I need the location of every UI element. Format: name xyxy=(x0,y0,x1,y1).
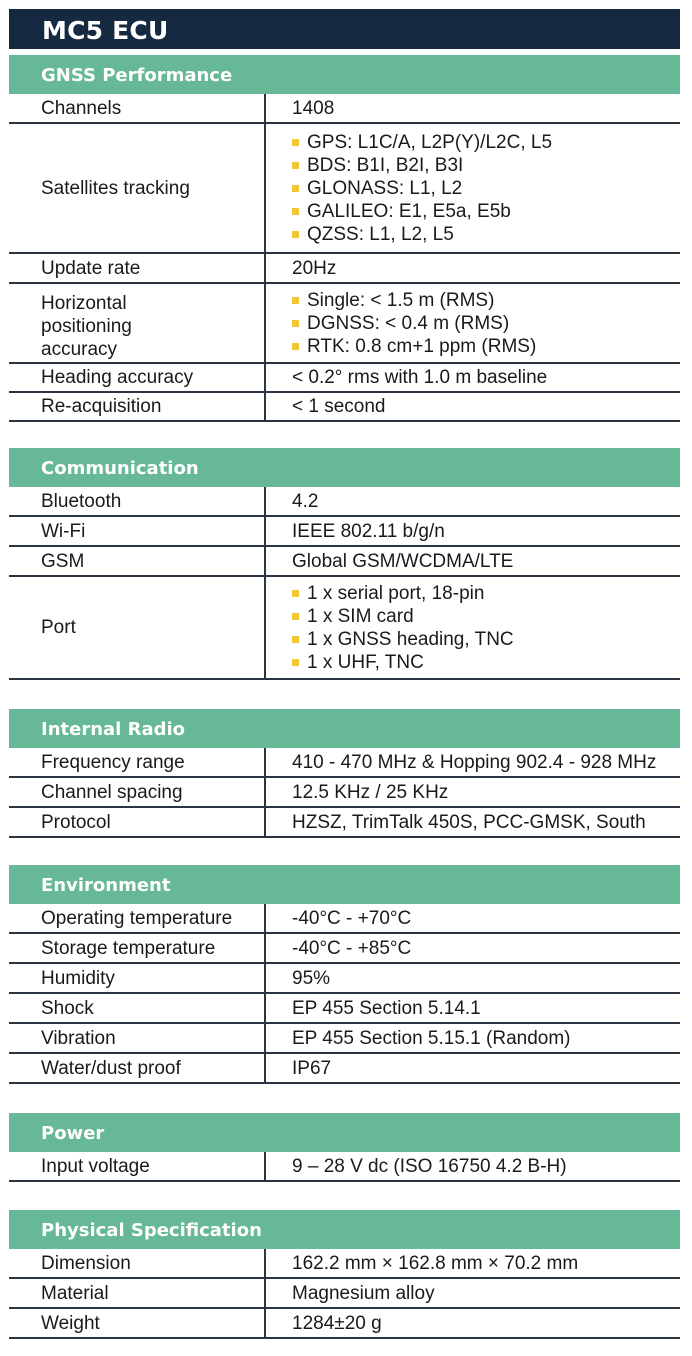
bullet-item xyxy=(292,223,680,246)
bullet-text: 1 x serial port, 18-pin xyxy=(307,582,485,604)
spec-value: 410 - 470 MHz & Hopping 902.4 - 928 MHz xyxy=(292,751,657,773)
spec-value: 20Hz xyxy=(292,257,337,279)
bullet-text: GLONASS: L1, L2 xyxy=(307,177,463,199)
spec-value: Global GSM/WCDMA/LTE xyxy=(292,550,514,572)
spec-value xyxy=(266,124,680,252)
spec-value: < 1 second xyxy=(292,396,386,417)
bullet-square-icon xyxy=(292,297,299,304)
spec-row-wi-fi xyxy=(9,517,680,547)
spec-row-channel-spacing xyxy=(9,778,680,808)
bullet-text: 1 x SIM card xyxy=(307,605,414,627)
bullet-item xyxy=(292,177,680,200)
spec-label: Weight xyxy=(9,1309,266,1337)
section-environment xyxy=(9,865,680,1084)
spec-label: Wi-Fi xyxy=(9,517,266,545)
spec-row-input-voltage xyxy=(9,1152,680,1182)
bullet-text: Single: < 1.5 m (RMS) xyxy=(307,289,495,311)
spec-label: Update rate xyxy=(9,254,266,282)
bullet-text: 1 x UHF, TNC xyxy=(307,651,424,673)
bullet-square-icon xyxy=(292,659,299,666)
bullet-item xyxy=(292,154,680,177)
section-power xyxy=(9,1113,680,1182)
spec-label: Dimension xyxy=(9,1249,266,1277)
spec-row-humidity xyxy=(9,964,680,994)
bullet-text: BDS: B1I, B2I, B3I xyxy=(307,154,464,176)
spec-row-frequency-range xyxy=(9,748,680,778)
section-internal-radio xyxy=(9,709,680,838)
spec-label: Horizontal positioning accuracy xyxy=(9,284,266,362)
page-title: MC5 ECU xyxy=(9,9,680,49)
spec-value: 1408 xyxy=(292,97,335,119)
spec-label: Bluetooth xyxy=(9,487,266,515)
spec-label: Input voltage xyxy=(9,1152,266,1180)
spec-row-weight xyxy=(9,1309,680,1339)
bullet-square-icon xyxy=(292,231,299,238)
bullet-square-icon xyxy=(292,185,299,192)
bullet-square-icon xyxy=(292,590,299,597)
spec-label: Material xyxy=(9,1279,266,1307)
spec-label: Storage temperature xyxy=(9,934,266,962)
spec-label: Re-acquisition xyxy=(9,393,266,420)
spec-value xyxy=(266,577,680,678)
spec-value: EP 455 Section 5.15.1 (Random) xyxy=(292,1027,571,1049)
spec-row-port xyxy=(9,577,680,680)
spec-row-water-dust-proof xyxy=(9,1054,680,1084)
spec-value: -40°C - +85°C xyxy=(292,937,412,959)
bullet-text: GALILEO: E1, E5a, E5b xyxy=(307,200,511,222)
spec-label: Port xyxy=(9,577,266,678)
spec-label: Channel spacing xyxy=(9,778,266,806)
spec-value: HZSZ, TrimTalk 450S, PCC-GMSK, South xyxy=(292,811,646,833)
spec-label: GSM xyxy=(9,547,266,575)
spec-row-dimension xyxy=(9,1249,680,1279)
bullet-item xyxy=(292,131,680,154)
spec-value: < 0.2° rms with 1.0 m baseline xyxy=(292,367,548,388)
spec-row-gsm xyxy=(9,547,680,577)
spec-label: Frequency range xyxy=(9,748,266,776)
bullet-item xyxy=(292,312,680,335)
section-gnss-performance xyxy=(9,55,680,422)
bullet-square-icon xyxy=(292,139,299,146)
bullet-square-icon xyxy=(292,208,299,215)
spec-value: 12.5 KHz / 25 KHz xyxy=(292,781,449,803)
spec-value: 1284±20 g xyxy=(292,1312,382,1334)
spec-label: Heading accuracy xyxy=(9,364,266,391)
spec-row-storage-temperature xyxy=(9,934,680,964)
bullet-item xyxy=(292,605,680,628)
spec-value: EP 455 Section 5.14.1 xyxy=(292,997,481,1019)
section-header: Power xyxy=(9,1113,680,1152)
bullet-item xyxy=(292,628,680,651)
spec-label: Water/dust proof xyxy=(9,1054,266,1082)
bullet-item xyxy=(292,289,680,312)
spec-row-vibration xyxy=(9,1024,680,1054)
bullet-item xyxy=(292,582,680,605)
bullet-square-icon xyxy=(292,162,299,169)
spec-row-satellites-tracking xyxy=(9,124,680,254)
bullet-text: RTK: 0.8 cm+1 ppm (RMS) xyxy=(307,335,537,357)
spec-label: Protocol xyxy=(9,808,266,836)
spec-value: -40°C - +70°C xyxy=(292,907,412,929)
spec-row-heading-accuracy xyxy=(9,364,680,393)
bullet-text: QZSS: L1, L2, L5 xyxy=(307,223,454,245)
bullet-text: GPS: L1C/A, L2P(Y)/L2C, L5 xyxy=(307,131,553,153)
spec-value: IP67 xyxy=(292,1057,332,1079)
spec-row-horizontal-positioning-accuracy xyxy=(9,284,680,364)
section-header: Environment xyxy=(9,865,680,904)
spec-row-operating-temperature xyxy=(9,904,680,934)
bullet-square-icon xyxy=(292,343,299,350)
section-header: GNSS Performance xyxy=(9,55,680,94)
spec-value: IEEE 802.11 b/g/n xyxy=(292,520,445,542)
spec-row-shock xyxy=(9,994,680,1024)
spec-value: Magnesium alloy xyxy=(292,1282,435,1304)
spec-row-channels xyxy=(9,94,680,124)
spec-value: 4.2 xyxy=(292,490,319,512)
spec-row-protocol xyxy=(9,808,680,838)
bullet-item xyxy=(292,200,680,223)
spec-label: Humidity xyxy=(9,964,266,992)
spec-value: 9 – 28 V dc (ISO 16750 4.2 B-H) xyxy=(292,1155,567,1177)
bullet-square-icon xyxy=(292,613,299,620)
spec-label: Channels xyxy=(9,94,266,122)
spec-label: Operating temperature xyxy=(9,904,266,932)
bullet-text: 1 x GNSS heading, TNC xyxy=(307,628,514,650)
spec-label: Vibration xyxy=(9,1024,266,1052)
section-header: Internal Radio xyxy=(9,709,680,748)
spec-row-bluetooth xyxy=(9,487,680,517)
spec-value xyxy=(266,284,680,362)
spec-row-re-acquisition xyxy=(9,393,680,422)
bullet-item xyxy=(292,651,680,674)
spec-label: Shock xyxy=(9,994,266,1022)
spec-value: 95% xyxy=(292,967,331,989)
spec-value: 162.2 mm × 162.8 mm × 70.2 mm xyxy=(292,1252,579,1274)
bullet-text: DGNSS: < 0.4 m (RMS) xyxy=(307,312,510,334)
section-header: Communication xyxy=(9,448,680,487)
spec-row-material xyxy=(9,1279,680,1309)
section-header: Physical Specification xyxy=(9,1210,680,1249)
spec-label: Satellites tracking xyxy=(9,124,266,252)
bullet-item xyxy=(292,335,680,358)
bullet-square-icon xyxy=(292,320,299,327)
section-communication xyxy=(9,448,680,680)
section-physical-specification xyxy=(9,1210,680,1339)
bullet-square-icon xyxy=(292,636,299,643)
spec-row-update-rate xyxy=(9,254,680,284)
